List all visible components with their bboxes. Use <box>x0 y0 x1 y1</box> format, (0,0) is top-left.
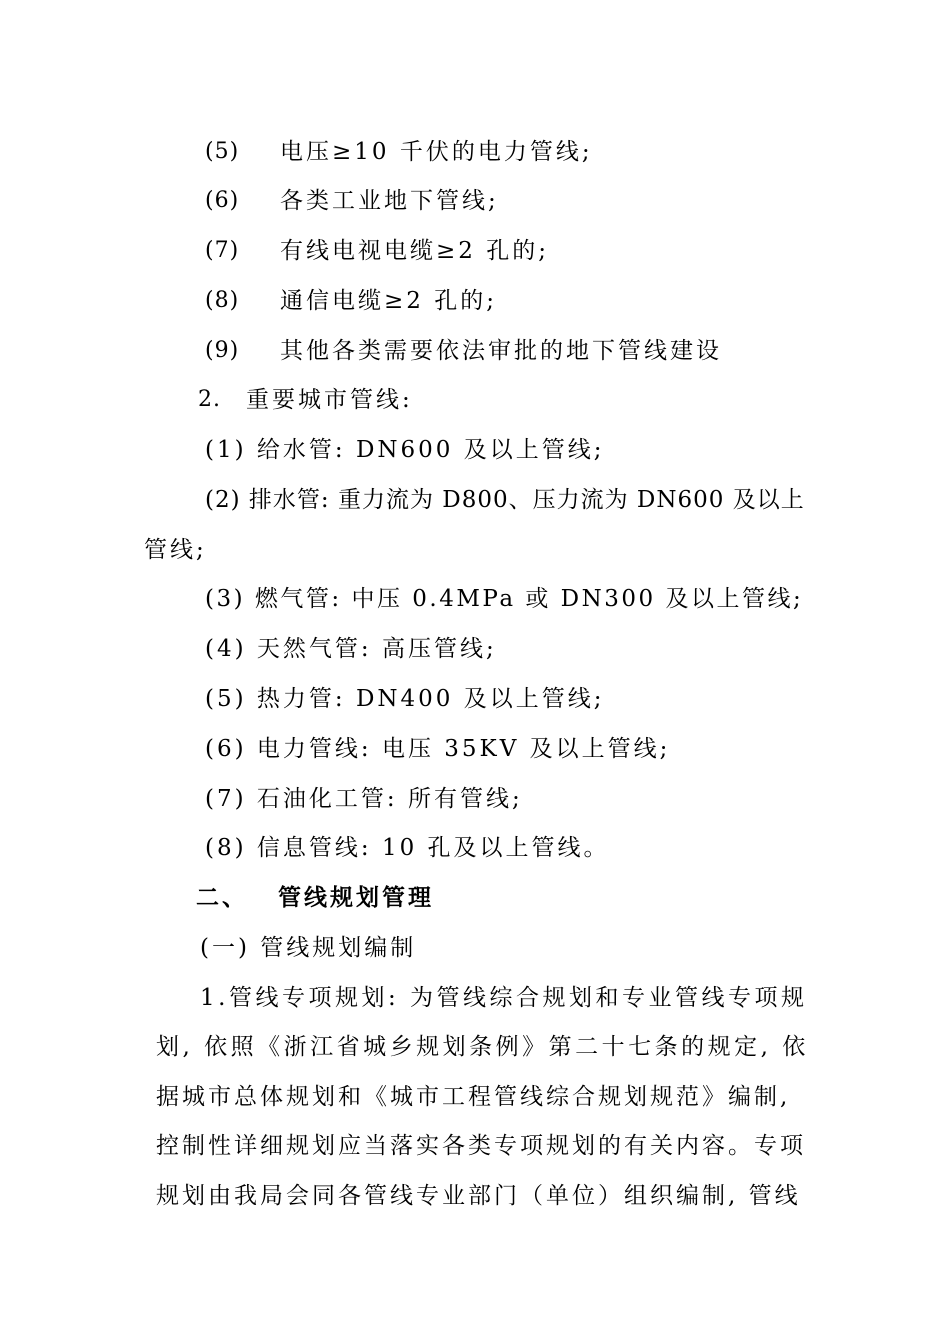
item-text: 通信电缆≥2 孔的; <box>280 288 497 314</box>
section-title: 重要城市管线: <box>246 387 413 413</box>
list-item: (5) 热力管: DN400 及以上管线; <box>205 686 605 712</box>
item-number: (5) <box>205 139 240 164</box>
item-number: (9) <box>205 338 240 363</box>
list-item: (6) 电力管线: 电压 35KV 及以上管线; <box>205 736 671 762</box>
item-number: (8) <box>205 288 240 313</box>
list-item: (1) 给水管: DN600 及以上管线; <box>205 437 605 463</box>
list-item: (4) 天然气管: 高压管线; <box>205 636 497 662</box>
item-text: 其他各类需要依法审批的地下管线建设 <box>280 338 722 364</box>
item-number: (6) <box>205 188 240 213</box>
paragraph-line: 1.管线专项规划: 为管线综合规划和专业管线专项规 <box>200 985 808 1011</box>
list-item: (7) 石油化工管: 所有管线; <box>205 786 523 812</box>
list-item: (8) 信息管线: 10 孔及以上管线。 <box>205 835 610 861</box>
item-number: (7) <box>205 238 240 263</box>
item-text: 各类工业地下管线; <box>280 188 499 214</box>
paragraph-line: 规划由我局会同各管线专业部门（单位）组织编制, 管线 <box>156 1183 801 1209</box>
paragraph-line: 据城市总体规划和《城市工程管线综合规划规范》编制, <box>156 1084 791 1110</box>
list-item-continuation: 管线; <box>144 537 207 563</box>
list-item: (2) 排水管: 重力流为 D800、压力流为 DN600 及以上 <box>205 487 805 513</box>
section-number: 2. <box>198 387 221 412</box>
item-text: 有线电视电缆≥2 孔的; <box>280 238 549 264</box>
paragraph-line: 划, 依照《浙江省城乡规划条例》第二十七条的规定, 依 <box>156 1034 809 1060</box>
chapter-title: 管线规划管理 <box>278 885 434 911</box>
chapter-number: 二、 <box>196 885 248 911</box>
subsection-heading: (一) 管线规划编制 <box>200 935 417 961</box>
item-text: 电压≥10 千伏的电力管线; <box>280 139 593 165</box>
list-item: (3) 燃气管: 中压 0.4MPa 或 DN300 及以上管线; <box>205 586 804 612</box>
paragraph-line: 控制性详细规划应当落实各类专项规划的有关内容。专项 <box>156 1133 806 1159</box>
